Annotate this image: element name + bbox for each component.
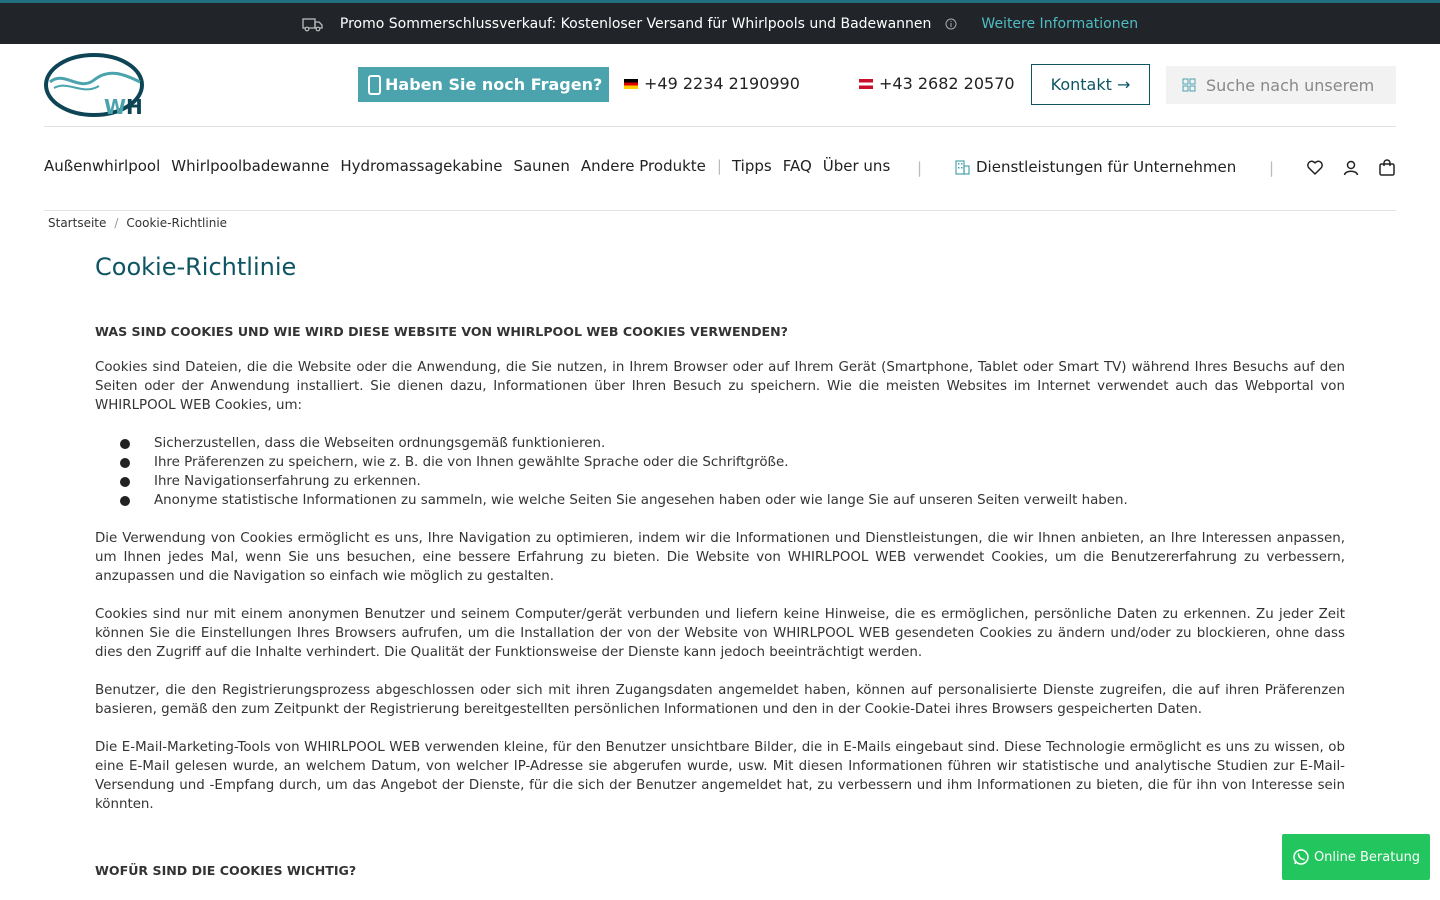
nav-item-hydromassage-cabin[interactable]: Hydromassagekabine: [340, 157, 503, 175]
phone-de[interactable]: [624, 74, 800, 93]
breadcrumb-current: Cookie-Richtlinie: [126, 216, 228, 230]
info-icon[interactable]: [945, 18, 957, 30]
breadcrumb-home[interactable]: Startseite: [48, 216, 107, 230]
list-item: Ihre Navigationserfahrung zu erkennen.: [120, 472, 1345, 491]
nav-item-about[interactable]: Über uns: [822, 157, 891, 175]
promo-bar: [0, 0, 1440, 44]
phone-at-number: +43 2682 20570: [879, 74, 1015, 93]
contact-button[interactable]: Kontakt →: [1031, 64, 1150, 105]
whatsapp-icon: [1292, 848, 1310, 866]
nav-item-whirlpool-bathtub[interactable]: Whirlpoolbadewanne: [171, 157, 330, 175]
user-icon[interactable]: [1342, 159, 1360, 177]
nav-divider: [44, 210, 1396, 211]
paragraph: Die Verwendung von Cookies ermöglicht es uns, Ihre Navigation zu optimieren, indem wir die Informationen und Dienstleistungen, die wir Ihnen anbieten, an Ihre Interessen anpassen, um Ihnen jedes Mal, wenn Sie uns besuchen, eine bessere Erfahrung zu bieten. Die Website von WHIRLPOOL WEB verwendet Cookies, um die Benutzererfahrung zu verbessern, anzupassen und die Navigation so einfach wie möglich zu gestalten.: [95, 531, 1345, 584]
questions-button[interactable]: [358, 67, 609, 102]
nav-item-faq[interactable]: FAQ: [782, 157, 812, 175]
paragraph: Cookies sind nur mit einem anonymen Benutzer und seinem Computer/gerät verbunden und liefern keine Hinweise, die es ermöglichen, persönliche Daten zu erkennen. Zu jeder Zeit können Sie die Einstellungen Ihres Browsers aufrufen, um die Installation der von der Website von WHIRLPOOL WEB gesendeten Cookies zu ändern und/oder zu blockieren, ohne dass dies den Zugriff auf die Inhalte verhindert. Die Qualität der Funktionsweise der Dienste kann jedoch beeinträchtigt werden.: [95, 607, 1345, 660]
truck-icon: [302, 16, 324, 32]
cart-icon[interactable]: [1378, 159, 1396, 177]
online-consultation-button[interactable]: [1282, 834, 1430, 880]
paragraph: Die E-Mail-Marketing-Tools von WHIRLPOOL WEB verwenden kleine, für den Benutzer unsichtbare Bilder, die in E-Mails eingebaut sind. Diese Technologie ermöglicht es uns zu wissen, ob eine E-Mail gelesen wurde, an welchem Datum, von welcher IP-Adresse sie abgerufen wurde, usw. Mit diesen Informationen führen wir statistische und analytische Studien zur E-Mail-Versendung und -Empfang durch, um das Angebot der Dienste, für die sich der Benutzer angemeldet hat, zu verbessern und ihm Informationen zu bieten, die für ihn von Interesse sein könnten.: [95, 740, 1345, 812]
grid-icon: [1182, 78, 1196, 92]
questions-button-label: Haben Sie noch Fragen?: [385, 75, 603, 94]
building-icon: [955, 159, 970, 175]
svg-text:W: W: [104, 95, 127, 118]
paragraph: Benutzer, die den Registrierungsprozess abgeschlossen oder sich mit ihren Zugangsdaten angemeldet haben, können auf personalisierte Dienste zugreifen, die auf ihren Präferenzen basieren, gemäß den zum Zeitpunkt der Registrierung bereitgestellten persönlichen Informationen und den in der Cookie-Datei ihres Browsers gespeicherten Daten.: [95, 683, 1345, 717]
breadcrumb: [48, 216, 227, 230]
nav-item-saunas[interactable]: Saunen: [513, 157, 570, 175]
cookie-purpose-list: [95, 434, 1345, 510]
header-divider: [44, 126, 1396, 127]
breadcrumb-divider: /: [114, 216, 119, 230]
heart-icon[interactable]: [1306, 159, 1324, 177]
search-input[interactable]: [1206, 76, 1386, 95]
phone-icon: [368, 75, 381, 95]
nav-separator: |: [917, 159, 923, 177]
list-item: Anonyme statistische Informationen zu sammeln, wie welche Seiten Sie angesehen haben oder wie lange Sie auf unseren Seiten verweilt haben.: [120, 491, 1345, 510]
paragraph: Cookies sind Dateien, die die Website oder die Anwendung, die Sie nutzen, in Ihrem Browser oder auf Ihrem Gerät (Smartphone, Tablet oder Smart TV) während Ihres Besuchs auf den Seiten oder der Anwendung installiert. Sie dienen dazu, Informationen über Ihren Besuch zu speichern. Wie die meisten Websites im Internet verwendet auch das Webportal von WHIRLPOOL WEB Cookies, um:: [95, 360, 1345, 413]
list-item: Sicherzustellen, dass die Webseiten ordnungsgemäß funktionieren.: [120, 434, 1345, 453]
nav-separator: |: [1269, 159, 1275, 177]
phone-at[interactable]: [859, 74, 1015, 93]
svg-text:H: H: [126, 95, 143, 118]
list-item: Ihre Präferenzen zu speichern, wie z. B. die von Ihnen gewählte Sprache oder die Schriftgröße.: [120, 453, 1345, 472]
germany-flag-icon: [624, 79, 638, 89]
section-heading: WAS SIND COOKIES UND WIE WIRD DIESE WEBSITE VON WHIRLPOOL WEB COOKIES VERWENDEN?: [95, 324, 788, 339]
main-content: [95, 250, 1345, 897]
section-heading: WOFÜR SIND DIE COOKIES WICHTIG?: [95, 863, 357, 878]
nav-item-outdoor-whirlpool[interactable]: Außenwhirlpool: [44, 157, 161, 175]
header-icons: [1306, 159, 1396, 177]
page-title: Cookie-Richtlinie: [95, 253, 297, 281]
promo-more-info-link[interactable]: Weitere Informationen: [981, 15, 1139, 32]
online-consultation-label: Online Beratung: [1313, 849, 1421, 865]
search-box[interactable]: [1166, 66, 1396, 104]
austria-flag-icon: [859, 79, 873, 89]
nav-separator: |: [716, 157, 722, 175]
nav-item-other-products[interactable]: Andere Produkte: [580, 157, 706, 175]
phone-de-number: +49 2234 2190990: [644, 74, 800, 93]
promo-text: Promo Sommerschlussverkauf: Kostenloser Versand für Whirlpools und Badewannen: [339, 15, 932, 32]
business-services-label: Dienstleistungen für Unternehmen: [976, 158, 1237, 176]
nav-item-tips[interactable]: Tipps: [731, 157, 772, 175]
logo[interactable]: [44, 52, 146, 118]
main-nav: [44, 157, 901, 175]
nav-item-business-services[interactable]: [955, 158, 1236, 176]
